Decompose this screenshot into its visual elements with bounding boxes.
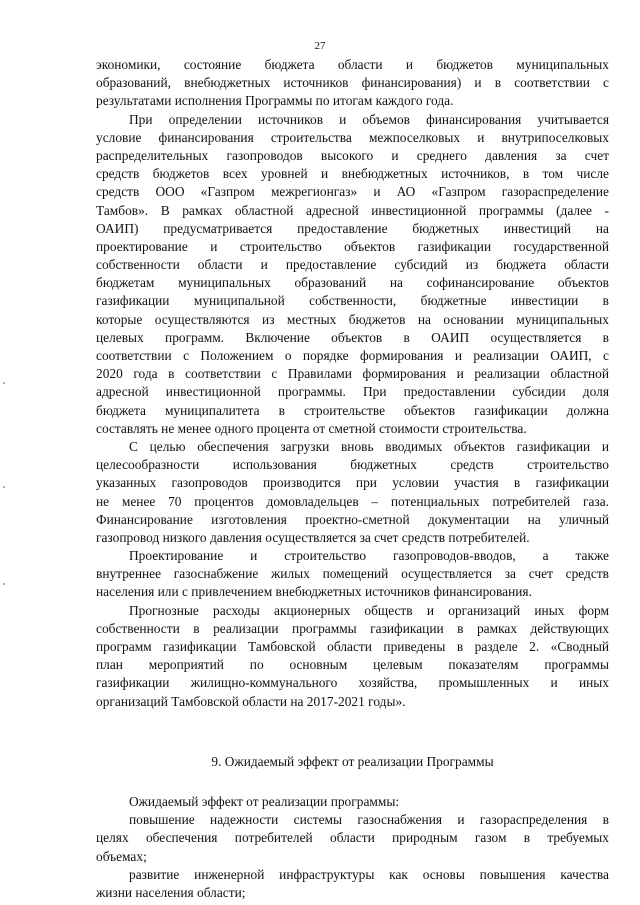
text-line: населения или с привлечением внебюджетных источников финансирования. xyxy=(96,584,532,600)
text-line: При определении источников и объемов финансирования учитывается xyxy=(129,111,609,127)
text-line: адресной инвестиционной программы. При предоставлении субсидии доля xyxy=(96,384,609,400)
text-line: ОАИП) предусматривается предоставление бюджетных инвестиций на xyxy=(96,220,609,236)
scan-margin-mark xyxy=(3,486,5,488)
text-line: средств бюджетов всех уровней и внебюджетных источников, в том числе xyxy=(96,166,609,182)
text-line: Проектирование и строительство газопроводов-вводов, а также xyxy=(129,548,609,564)
text-line: экономики, состояние бюджета области и бюджетов муниципальных xyxy=(96,57,609,72)
paragraph xyxy=(96,811,609,866)
text-line: бюджета муниципалитета в строительстве объектов газификации должна xyxy=(96,402,609,418)
text-line: указанных газопроводов производится при условии участия в газификации xyxy=(96,475,609,491)
page-number: 27 xyxy=(314,40,326,52)
text-line: план мероприятий по основным целевым показателям программы xyxy=(96,657,609,673)
paragraph xyxy=(96,547,609,602)
scan-margin-mark xyxy=(3,382,5,384)
text-line: собственности в реализации программы газификации в рамках действующих xyxy=(96,620,609,636)
text-line: жизни населения области; xyxy=(96,884,246,900)
text-line: программ газификации Тамбовской области приведены в разделе 2. «Сводный xyxy=(96,639,609,654)
text-line: организаций Тамбовской области на 2017-2021 годы». xyxy=(96,693,406,709)
scan-margin-mark xyxy=(3,583,5,585)
text-line: целях обеспечения потребителей области природным газом в требуемых xyxy=(96,830,609,846)
paragraph xyxy=(96,602,609,711)
text-line: С целью обеспечения загрузки вновь вводимых объектов газификации и xyxy=(129,438,609,454)
text-line: целевых программ. Включение объектов в ОАИП осуществляется в xyxy=(96,329,609,345)
text-line: не менее 70 процентов домовладельцев – потенциальных потребителей газа. xyxy=(96,493,609,509)
text-line: газификации муниципальной собственности, бюджетные инвестиции в xyxy=(96,293,609,309)
text-line: составлять не менее одного процента от сметной стоимости строительства. xyxy=(96,420,527,436)
text-line: внутреннее газоснабжение жилых помещений осуществляется за счет средств xyxy=(96,566,609,582)
text-line: собственности области и предоставление субсидий из бюджета области xyxy=(96,257,609,273)
text-line: повышение надежности системы газоснабжения и газораспределения в xyxy=(129,812,609,828)
paragraph xyxy=(96,56,609,111)
text-line: условие финансирования строительства межпоселковых и внутрипоселковых xyxy=(96,129,609,145)
paragraph xyxy=(96,793,609,811)
text-line: бюджетам муниципальных образований на софинансирование объектов xyxy=(96,275,609,291)
paragraph xyxy=(96,111,609,438)
text-line: проектирование и строительство объектов газификации государственной xyxy=(96,238,609,254)
section-heading: 9. Ожидаемый эффект от реализации Программы xyxy=(211,753,494,769)
text-line: газификации жилищно-коммунального хозяйства, промышленных и иных xyxy=(96,675,609,691)
text-line: Тамбов». В рамках областной адресной инвестиционной программы (далее - xyxy=(96,202,609,218)
document-body xyxy=(96,56,609,902)
paragraph xyxy=(96,438,609,547)
text-line: объемах; xyxy=(96,848,147,864)
text-line: 2020 года в соответствии с Правилами формирования и реализации областной xyxy=(96,366,609,382)
text-line: которые осуществляются из местных бюджетов на основании муниципальных xyxy=(96,311,609,327)
text-line: результатами исполнения Программы по итогам каждого года. xyxy=(96,93,454,109)
text-line: газопровод низкого давления осуществляется за счет средств потребителей. xyxy=(96,529,530,545)
text-line: средств ООО «Газпром межрегионгаз» и АО «Газпром газораспределение xyxy=(96,184,609,200)
paragraph xyxy=(96,866,609,902)
text-line: целесообразности использования бюджетных средств строительство xyxy=(96,457,609,473)
text-line: Ожидаемый эффект от реализации программы: xyxy=(129,793,400,809)
main-paragraphs xyxy=(96,56,609,711)
text-line: соответствии с Положением о порядке формирования и реализации ОАИП, с xyxy=(96,348,609,363)
section-paragraphs xyxy=(96,793,609,902)
text-line: распределительных газопроводов высокого и среднего давления за счет xyxy=(96,147,609,163)
text-line: Прогнозные расходы акционерных обществ и организаций иных форм xyxy=(129,602,609,618)
text-line: образований, внебюджетных источников финансирования) и в соответствии с xyxy=(96,75,609,91)
text-line: развитие инженерной инфраструктуры как основы повышения качества xyxy=(129,866,609,882)
text-line: Финансирование изготовления проектно-сметной документации на уличный xyxy=(96,511,609,527)
